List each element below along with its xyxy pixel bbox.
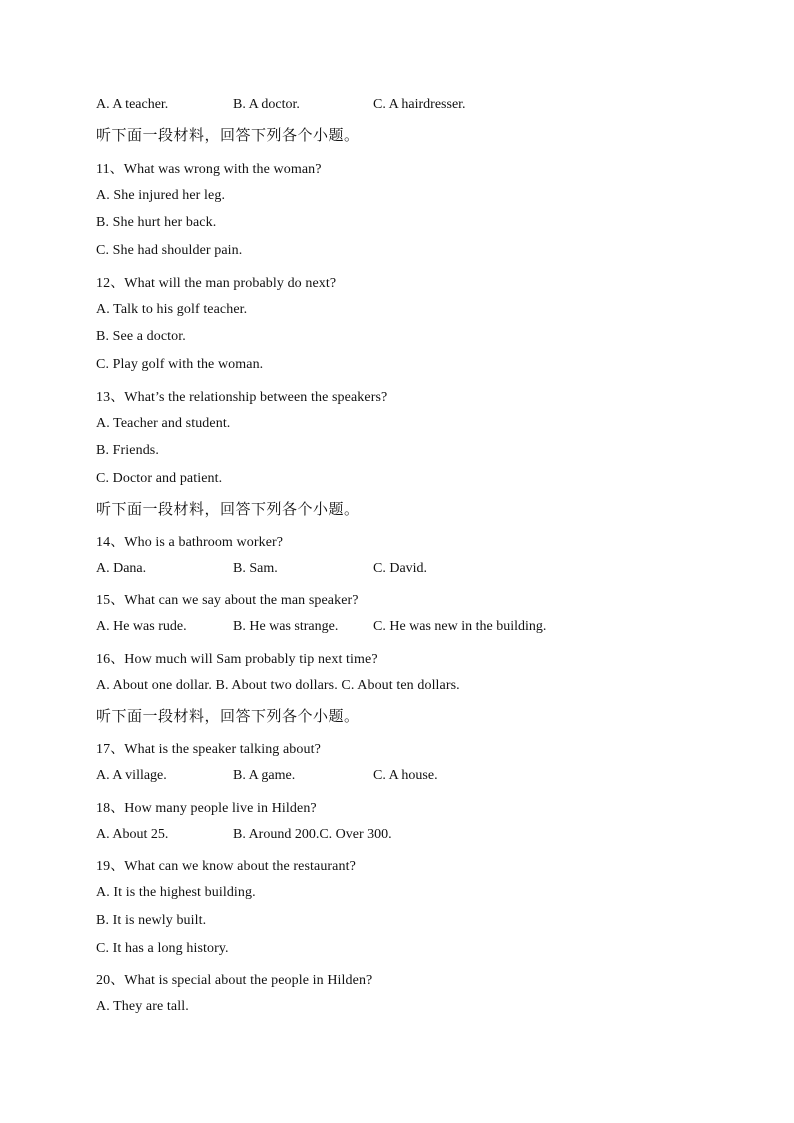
- question-text: 19、What can we know about the restaurant?: [96, 859, 356, 874]
- answer-option: B. It is newly built.: [96, 913, 207, 928]
- question-text: 18、How many people live in Hilden?: [96, 801, 317, 816]
- answer-option: A. It is the highest building.: [96, 885, 256, 900]
- answer-option: C. He was new in the building.: [373, 619, 547, 634]
- question-text: 14、Who is a bathroom worker?: [96, 535, 284, 550]
- question-text: 15、What can we say about the man speaker?: [96, 593, 359, 608]
- answer-option: C. A house.: [373, 768, 438, 783]
- answer-option: B. A doctor.: [233, 97, 300, 112]
- answer-option: A. A village.: [96, 768, 167, 783]
- answer-option: C. Play golf with the woman.: [96, 357, 264, 372]
- answer-option: A. Dana.: [96, 561, 147, 576]
- answer-option: C. Doctor and patient.: [96, 471, 223, 486]
- question-text: 20、What is special about the people in Hilden?: [96, 973, 373, 988]
- question-text: 12、What will the man probably do next?: [96, 276, 337, 291]
- question-text: 17、What is the speaker talking about?: [96, 742, 321, 757]
- section-instruction: 听下面一段材料，回答下列各个小题。: [96, 126, 360, 144]
- question-text: 11、What was wrong with the woman?: [96, 162, 322, 177]
- section-instruction: 听下面一段材料，回答下列各个小题。: [96, 707, 360, 725]
- answer-option: B. Around 200.C. Over 300.: [233, 827, 392, 842]
- answer-option: A. A teacher.: [96, 97, 169, 112]
- answer-option: A. Teacher and student.: [96, 416, 231, 431]
- answer-option: B. He was strange.: [233, 619, 339, 634]
- answer-option: A. About 25.: [96, 827, 169, 842]
- answer-option: C. A hairdresser.: [373, 97, 466, 112]
- answer-option: C. She had shoulder pain.: [96, 243, 243, 258]
- answer-option: B. She hurt her back.: [96, 215, 217, 230]
- answer-option: A. About one dollar. B. About two dollars. C. About ten dollars.: [96, 678, 460, 693]
- answer-option: B. See a doctor.: [96, 329, 186, 344]
- answer-option: C. It has a long history.: [96, 941, 229, 956]
- answer-option: B. Friends.: [96, 443, 159, 458]
- answer-option: A. They are tall.: [96, 999, 189, 1014]
- question-text: 13、What’s the relationship between the speakers?: [96, 390, 388, 405]
- answer-option: B. Sam.: [233, 561, 278, 576]
- question-text: 16、How much will Sam probably tip next time?: [96, 652, 378, 667]
- answer-option: A. Talk to his golf teacher.: [96, 302, 248, 317]
- answer-option: B. A game.: [233, 768, 296, 783]
- answer-option: A. He was rude.: [96, 619, 187, 634]
- section-instruction: 听下面一段材料，回答下列各个小题。: [96, 500, 360, 518]
- answer-option: C. David.: [373, 561, 428, 576]
- answer-option: A. She injured her leg.: [96, 188, 226, 203]
